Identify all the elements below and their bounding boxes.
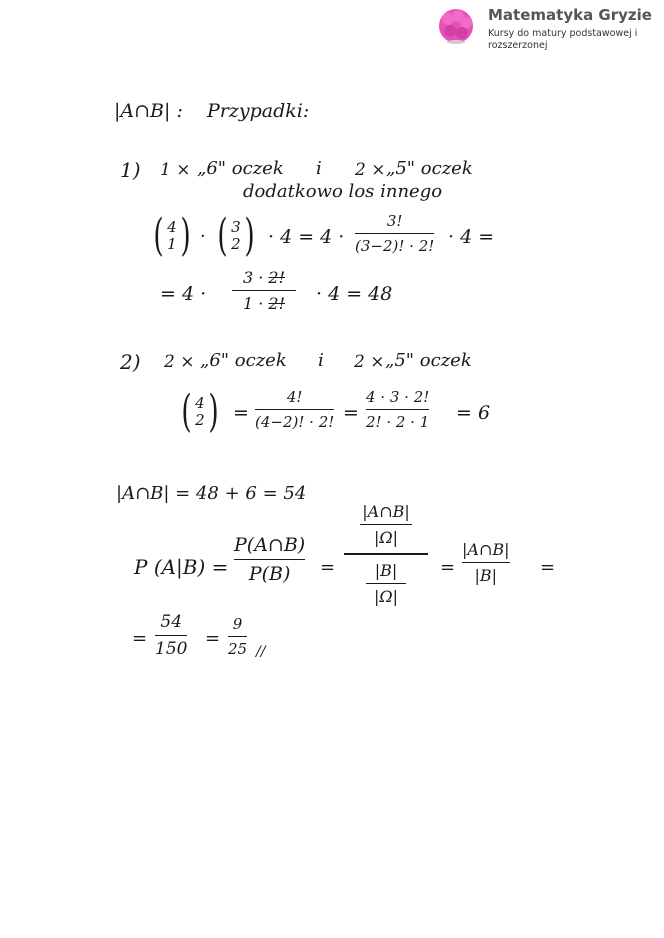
case1-tail: · 4 = (448, 226, 495, 248)
case2-eq2: = (343, 402, 359, 424)
case1-binom-3-2: ( 3 2 ) (217, 210, 255, 261)
case2-number: 2) (120, 350, 141, 374)
case1-mult-4: · 4 = 4 · (268, 226, 345, 248)
cond-fraction-pab-pb: P(A∩B) P(B) (234, 534, 306, 586)
case2-result: = 6 (456, 402, 491, 424)
case1-label-five: „5" oczek (386, 158, 473, 179)
cond-lhs: P (A|B) = (134, 555, 229, 579)
heading-lhs: |A∩B| : (114, 100, 183, 122)
case1-label-six: „6" oczek (197, 158, 284, 179)
case2-fraction-factorial: 4! (4−2)! · 2! (255, 388, 335, 432)
case1-row2-lead: = 4 · (160, 283, 207, 305)
case1-count-a: 1 × (160, 160, 191, 180)
brain-icon (436, 6, 476, 46)
case2-label-six: „6" oczek (200, 350, 287, 371)
heading-rhs: Przypadki: (207, 100, 310, 122)
case2-count-a: 2 × (164, 352, 195, 372)
case2-eq1: = (233, 402, 249, 424)
final-eq2: = (205, 628, 221, 649)
case2-fraction-expanded: 4 · 3 · 2! 2! · 2 · 1 (366, 388, 430, 432)
case2-count-b: 2 × (354, 352, 385, 372)
case1-dot: · (200, 226, 206, 247)
brand-header (436, 4, 658, 50)
cond-eq1: = (320, 557, 336, 578)
final-end-mark: // (256, 644, 266, 660)
case1-result: · 4 = 48 (316, 283, 393, 305)
case2-label-five: „5" oczek (385, 350, 472, 371)
case1-extra-note: dodatkowo los innego (243, 181, 443, 202)
case1-binom-4-1: ( 4 1 ) (153, 210, 191, 261)
cond-eq2: = (440, 557, 456, 578)
case1-number: 1) (120, 158, 141, 182)
brand-title: Matematyka Gryzie (488, 6, 652, 24)
cond-compound-fraction: $\frac{|A\cap B|}{|\Omega|}$ $\frac{|B|}{|\Omega|}$ (344, 502, 428, 606)
final-eq1: = (132, 628, 148, 649)
case1-fraction-simplify: 3 · 2! 1 · 2! (232, 268, 296, 313)
cond-fraction-simplified: |A∩B| |B| (462, 540, 510, 586)
case1-fraction-3-choose-2: 3! (3−2)! · 2! (355, 212, 435, 256)
brand-subtitle: Kursy do matury podstawowej i rozszerzonej (488, 28, 638, 51)
case1-count-b: 2 × (355, 160, 386, 180)
final-fraction-9-25: 9 25 (228, 615, 248, 659)
final-fraction-54-150: 54 150 (155, 612, 188, 660)
case2-binom-4-2: ( 4 2 ) (181, 386, 219, 437)
case2-and: i (318, 350, 324, 371)
sum-line: |A∩B| = 48 + 6 = 54 (116, 483, 307, 504)
case1-and: i (316, 158, 322, 179)
cond-eq3: = (540, 557, 556, 578)
